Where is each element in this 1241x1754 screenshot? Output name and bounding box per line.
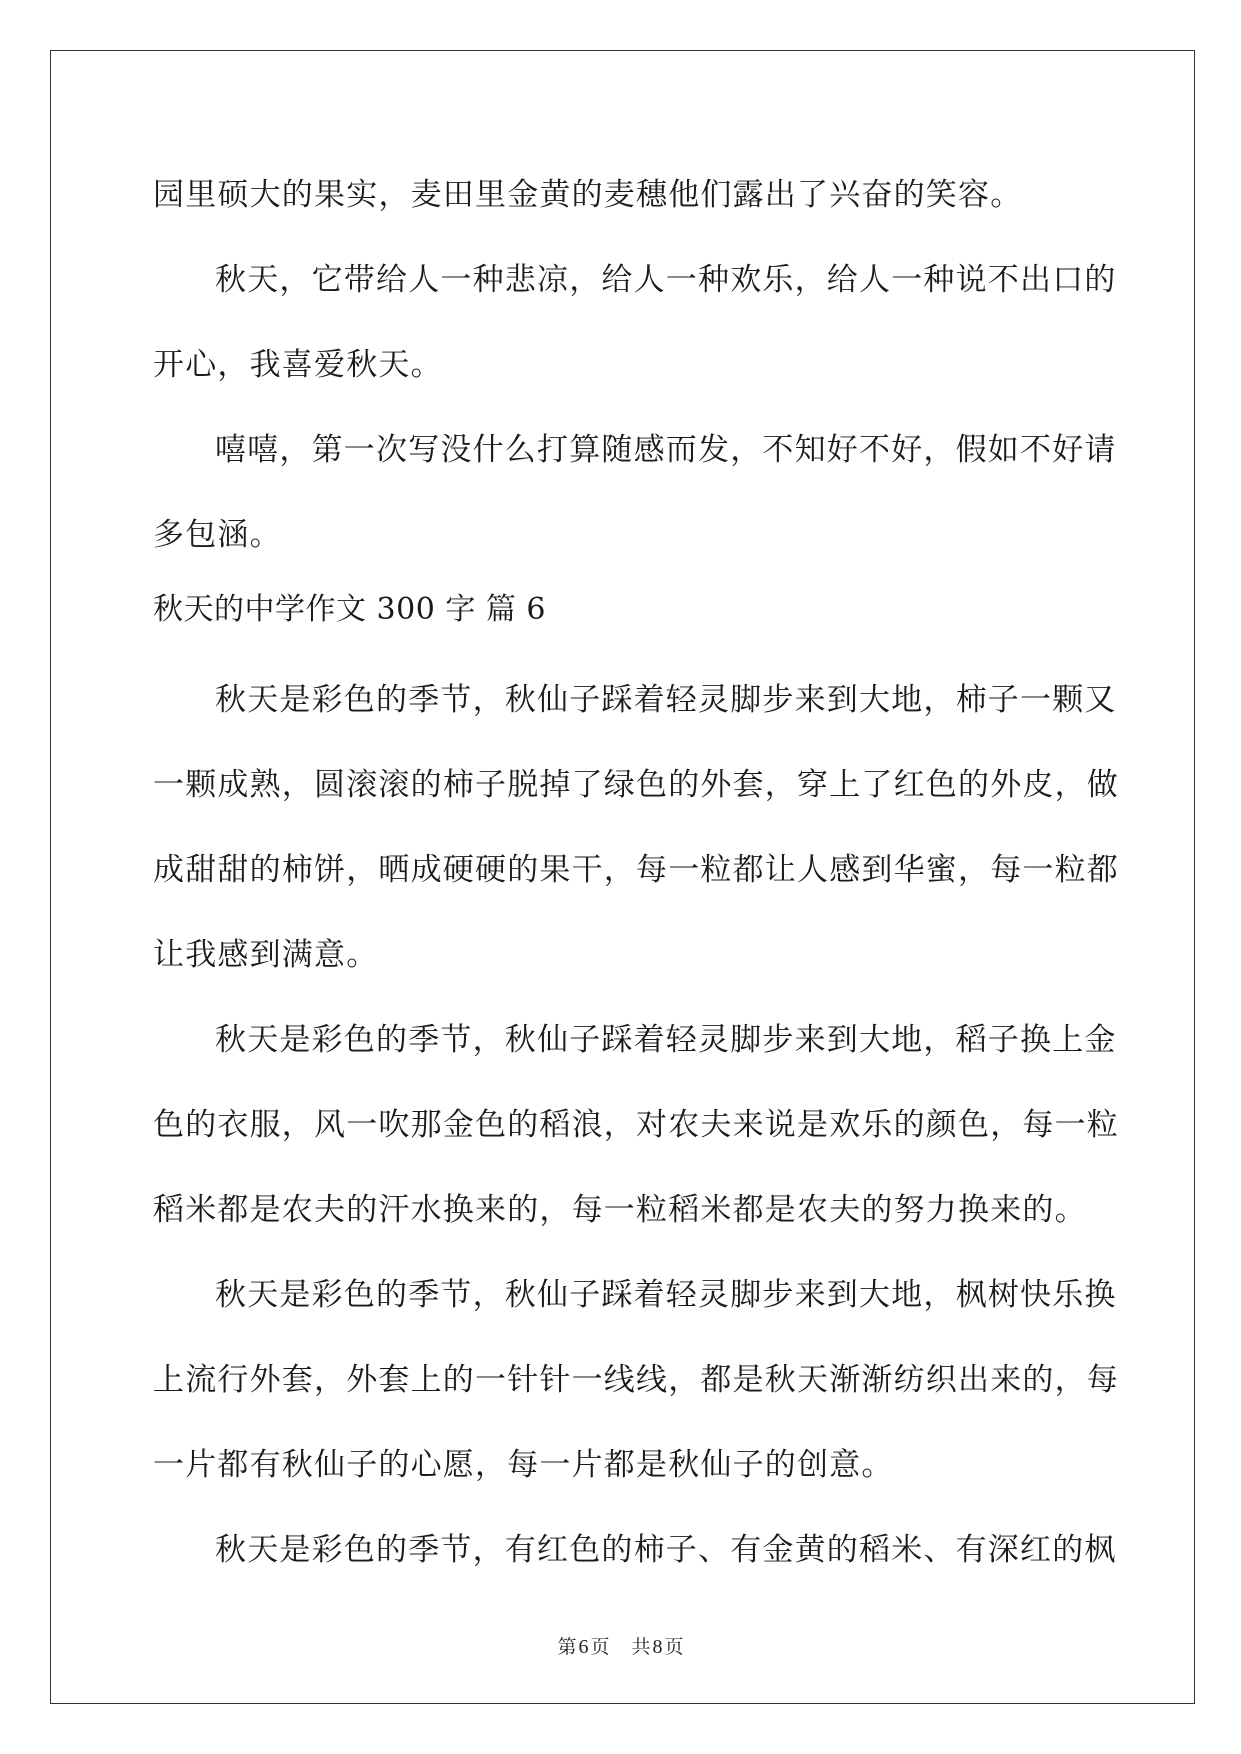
page-suffix: 页 (590, 1636, 610, 1658)
section-heading: 秋天的中学作文 300 字 篇 6 (153, 592, 546, 627)
page-footer (0, 1632, 1241, 1659)
total-suffix: 页 (664, 1636, 684, 1658)
current-page-number: 6 (578, 1636, 589, 1658)
text-line: 一颗成熟，圆滚滚的柿子脱掉了绿色的外套，穿上了红色的外皮，做 (153, 767, 1119, 803)
document-body (153, 160, 1119, 1600)
text-line: 秋天是彩色的季节，秋仙子踩着轻灵脚步来到大地，柿子一颗又 (215, 682, 1117, 718)
text-line: 成甜甜的柿饼，晒成硬硬的果干，每一粒都让人感到华蜜，每一粒都 (153, 852, 1119, 888)
text-line: 秋天是彩色的季节，有红色的柿子、有金黄的稻米、有深红的枫 (215, 1532, 1117, 1568)
text-line: 多包涵。 (153, 517, 282, 553)
page-prefix: 第 (557, 1636, 577, 1658)
text-line: 稻米都是农夫的汗水换来的，每一粒稻米都是农夫的努力换来的。 (153, 1192, 1087, 1228)
text-line: 开心，我喜爱秋天。 (153, 347, 443, 383)
text-line: 上流行外套，外套上的一针针一线线，都是秋天渐渐纺织出来的，每 (153, 1362, 1119, 1398)
text-line: 秋天是彩色的季节，秋仙子踩着轻灵脚步来到大地，稻子换上金 (215, 1022, 1117, 1058)
text-line: 秋天，它带给人一种悲凉，给人一种欢乐，给人一种说不出口的 (215, 262, 1117, 298)
text-line: 色的衣服，风一吹那金色的稻浪，对农夫来说是欢乐的颜色，每一粒 (153, 1107, 1119, 1143)
text-line: 让我感到满意。 (153, 937, 379, 973)
text-line: 园里硕大的果实，麦田里金黄的麦穗他们露出了兴奋的笑容。 (153, 177, 1023, 213)
total-pages-number: 8 (652, 1636, 663, 1658)
text-line: 一片都有秋仙子的心愿，每一片都是秋仙子的创意。 (153, 1447, 894, 1483)
total-prefix: 共 (631, 1636, 651, 1658)
text-line: 秋天是彩色的季节，秋仙子踩着轻灵脚步来到大地，枫树快乐换 (215, 1277, 1117, 1313)
text-line: 嘻嘻，第一次写没什么打算随感而发，不知好不好，假如不好请 (215, 432, 1117, 468)
